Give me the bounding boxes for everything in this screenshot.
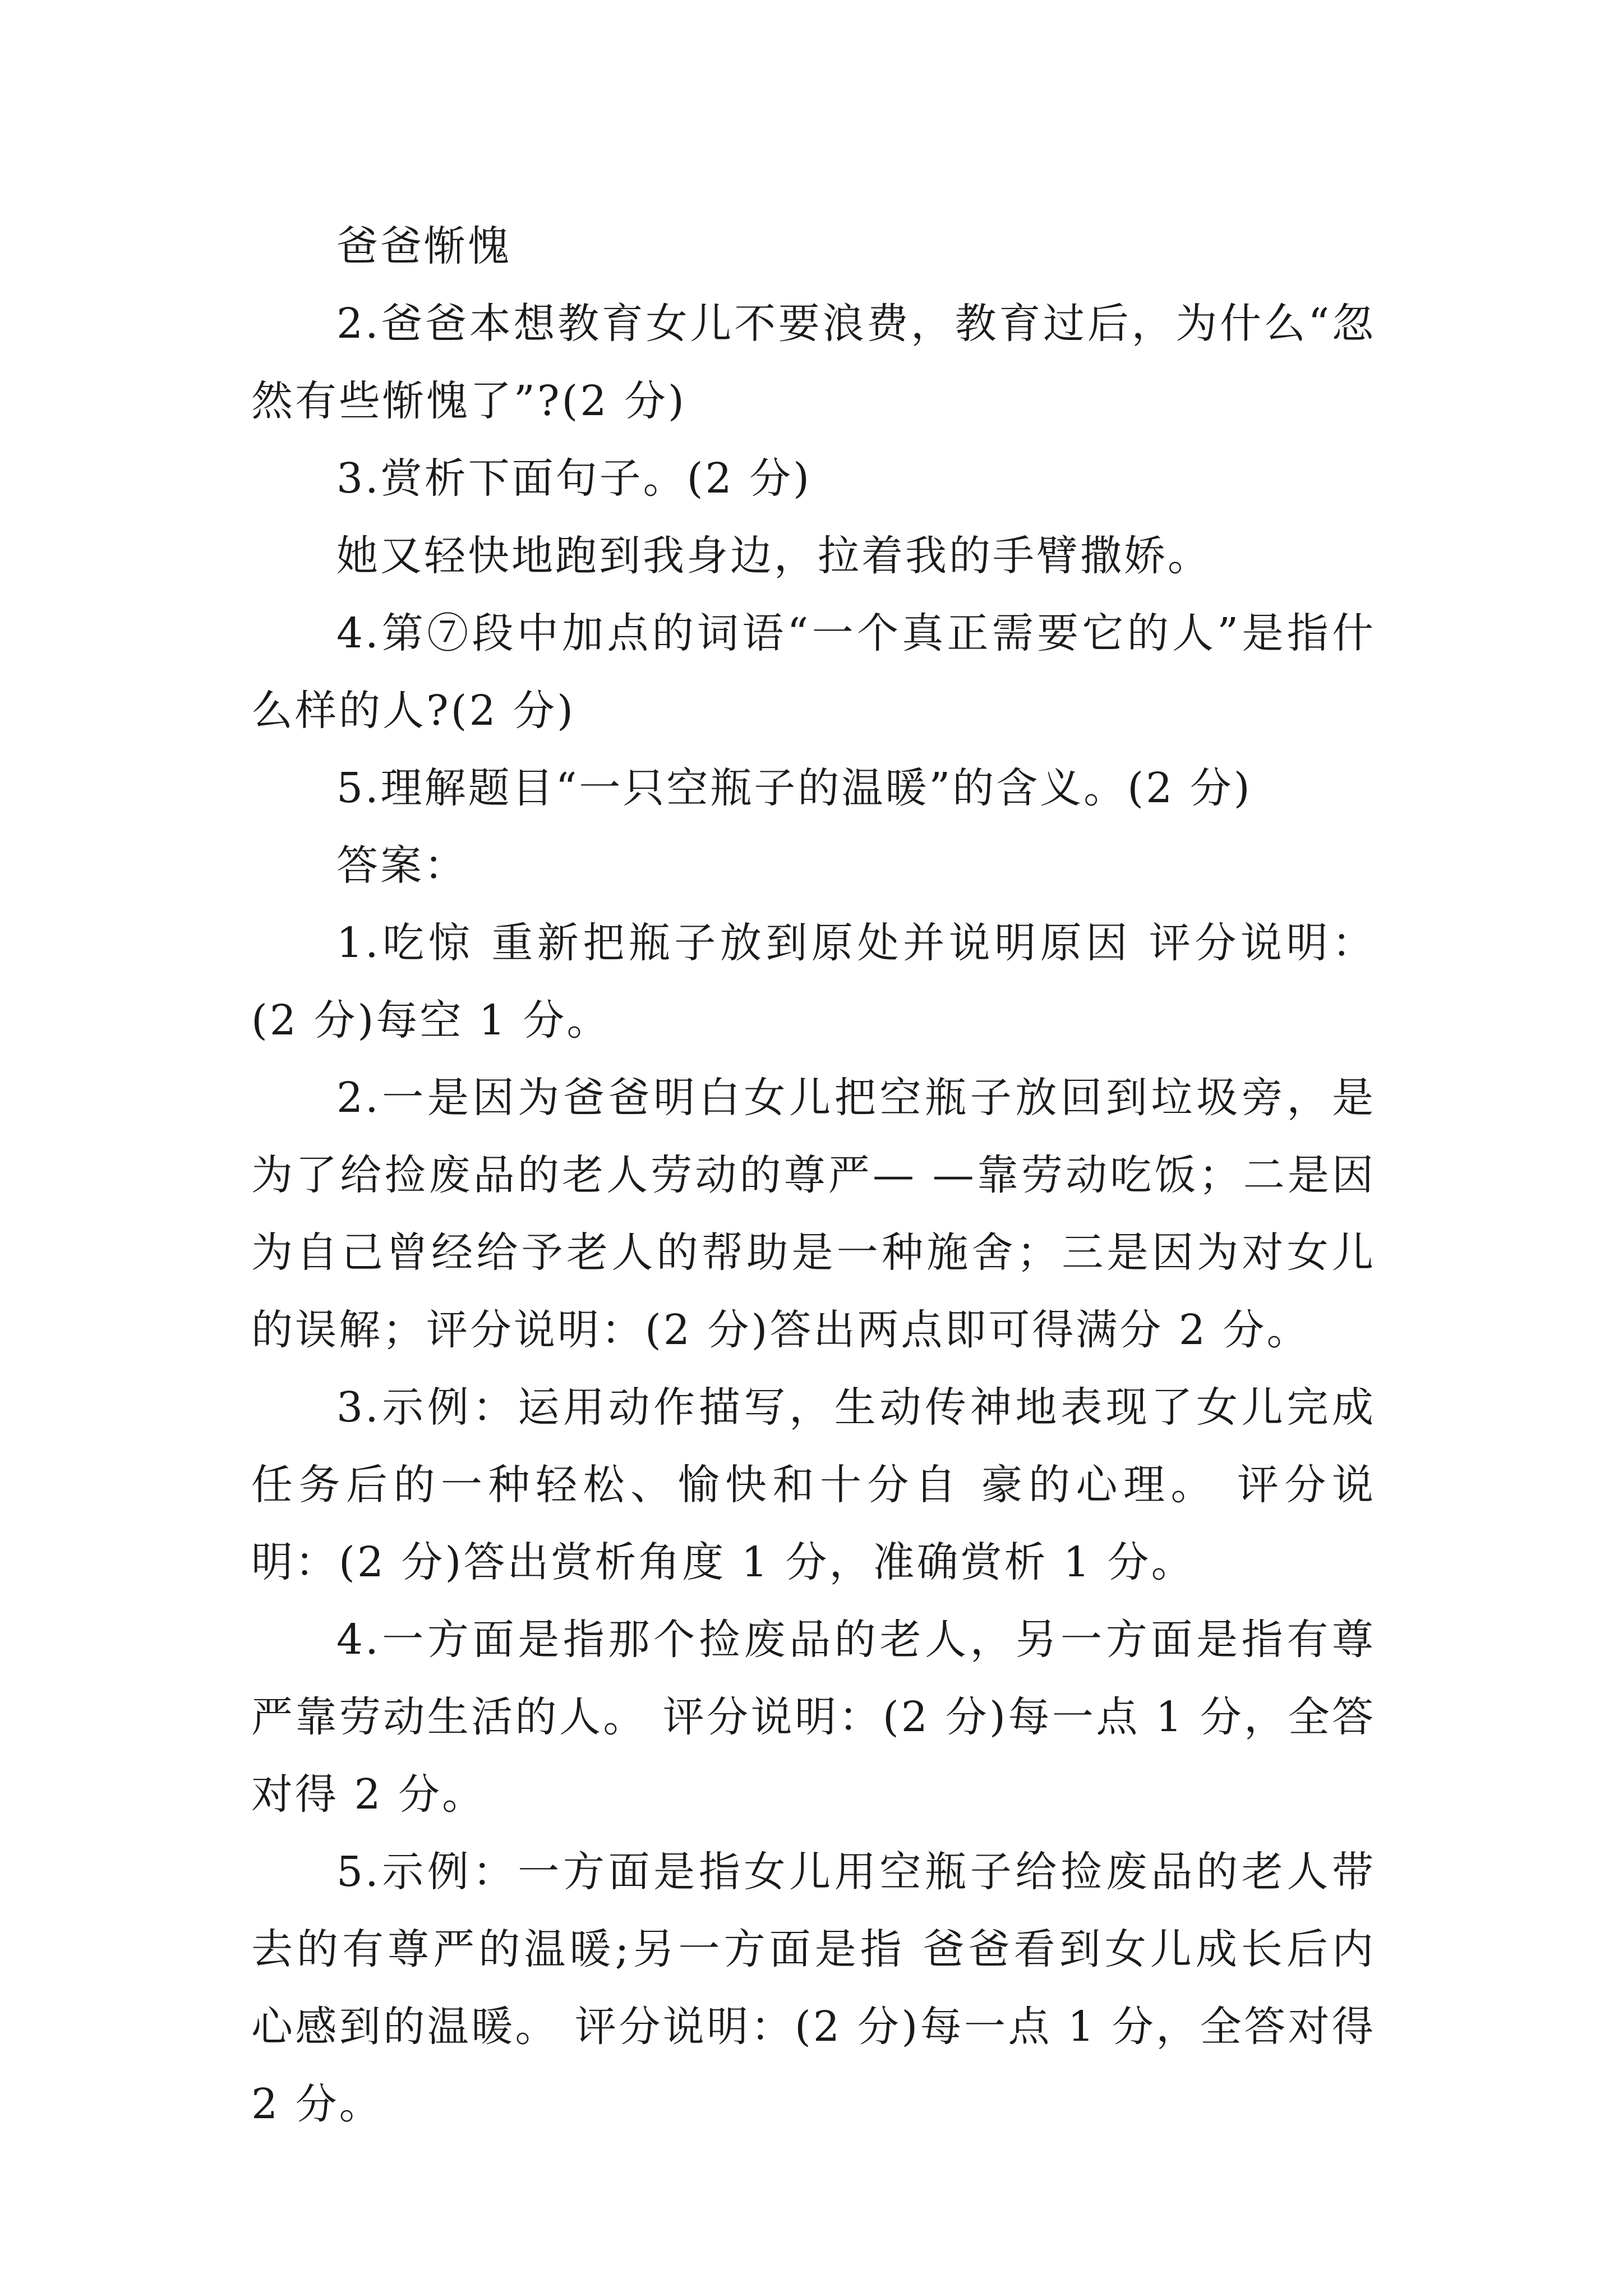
question-4: 4.第⑦段中加点的词语“一个真正需要它的人”是指什么样的人?(2 分) bbox=[251, 609, 1376, 735]
answer-4: 4.一方面是指那个捡废品的老人，另一方面是指有尊严靠劳动生活的人。 评分说明：(2 分)每一点 1 分，全答对得 2 分。 bbox=[251, 1616, 1376, 1819]
answer-3: 3.示例：运用动作描写，生动传神地表现了女儿完成任务后的一种轻松、愉快和十分自 豪的心理。 评分说明：(2 分)答出赏析角度 1 分，准确赏析 1 分。 bbox=[251, 1383, 1376, 1586]
question-3: 3.赏析下面句子。(2 分) bbox=[336, 454, 811, 503]
answer-1: 1.吃惊 重新把瓶子放到原处并说明原因 评分说明：(2 分)每空 1 分。 bbox=[251, 919, 1376, 1045]
answers-heading: 答案： bbox=[336, 841, 468, 890]
answer-5: 5.示例：一方面是指女儿用空瓶子给捡废品的老人带去的有尊严的温暖;另一方面是指 爸爸看到女儿成长后内心感到的温暖。 评分说明：(2 分)每一点 1 分，全答对得 2 分。 bbox=[251, 1848, 1376, 2128]
document-body bbox=[251, 208, 1376, 2143]
answer-2: 2.一是因为爸爸明白女儿把空瓶子放回到垃圾旁，是为了给捡废品的老人劳动的尊严— —靠劳动吃饭；二是因为自己曾经给予老人的帮助是一种施舍；三是因为对女儿的误解；评分说明：(2 分)答出两点即可得满分 2 分。 bbox=[251, 1074, 1376, 1354]
question-5: 5.理解题目“一只空瓶子的温暖”的含义。(2 分) bbox=[336, 764, 1252, 812]
answer-line-1-blank2: 爸爸惭愧 bbox=[336, 222, 511, 270]
question-2: 2.爸爸本想教育女儿不要浪费，教育过后，为什么“忽然有些惭愧了”?(2 分) bbox=[251, 300, 1376, 425]
question-3-sentence: 她又轻快地跑到我身边，拉着我的手臂撒娇。 bbox=[336, 532, 1211, 580]
